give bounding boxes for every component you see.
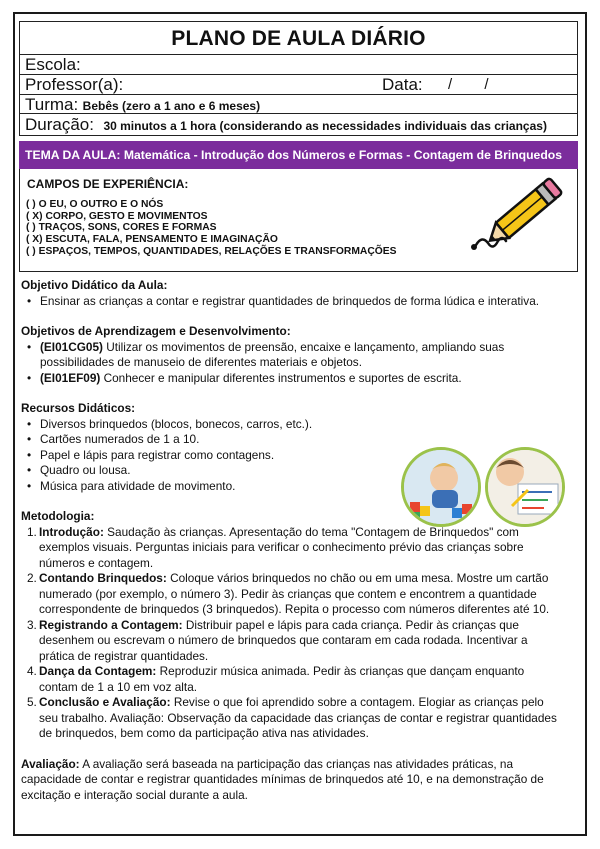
list-item: • Ensinar as crianças a contar e registrar quantidades de brinquedos de forma lúdica e interativa.: [21, 294, 561, 310]
professor-row[interactable]: [20, 75, 577, 95]
recursos-list: [21, 417, 561, 495]
list-item: • Papel e lápis para registrar como contagens.: [21, 448, 561, 464]
step-heading: Introdução:: [39, 524, 104, 539]
step-number: 3.: [27, 617, 37, 632]
list-item: • Diversos brinquedos (blocos, bonecos, carros, etc.).: [21, 417, 561, 433]
campo-item: ( X) ESCUTA, FALA, PENSAMENTO E IMAGINAÇÃO: [26, 234, 278, 246]
objective-code: (EI01EF09): [40, 370, 101, 385]
metodologia-list: [21, 525, 561, 742]
campo-item: ( ) ESPAÇOS, TEMPOS, QUANTIDADES, RELAÇÕES E TRANSFORMAÇÕES: [26, 245, 397, 257]
recursos-title: Recursos Didáticos:: [21, 401, 136, 415]
list-item: [21, 664, 561, 695]
escola-label: Escola:: [25, 55, 81, 74]
step-heading: Registrando a Contagem:: [39, 617, 183, 632]
step-text: Saudação às crianças. Apresentação do tema "Contagem de Brinquedos" com exemplos visuais. Perguntas iniciais para verificar o conhecimento prévio das crianças sobre números e contagem.: [39, 524, 524, 570]
pencil-icon: [468, 175, 563, 257]
professor-label: Professor(a):: [25, 75, 124, 94]
avaliacao-paragraph: [21, 757, 561, 804]
step-number: 4.: [27, 664, 37, 678]
list-item: [21, 340, 561, 371]
step-number: 1.: [27, 524, 37, 539]
duracao-value: 30 minutos a 1 hora (considerando as necessidades individuais das crianças): [103, 119, 547, 133]
campo-item: ( ) TRAÇOS, SONS, CORES E FORMAS: [26, 222, 217, 234]
turma-label: Turma:: [25, 95, 79, 114]
list-item: • Quadro ou lousa.: [21, 463, 561, 479]
list-item: [21, 571, 561, 618]
step-heading: Dança da Contagem:: [39, 664, 157, 678]
campos-title: CAMPOS DE EXPERIÊNCIA:: [27, 177, 189, 191]
objetivo-didatico-list: [21, 294, 561, 310]
step-heading: Contando Brinquedos:: [39, 571, 167, 585]
step-text: Revise o que foi aprendido sobre a contagem. Elogiar as crianças pelo seu trabalho. Avaliação: Observação da capacidade das crianças de contar e registrar quantidades de brinquedos, bem como da participação ativa nas atividades.: [39, 695, 557, 740]
avaliacao-heading: Avaliação:: [21, 756, 80, 771]
turma-value: Bebês (zero a 1 ano e 6 meses): [82, 99, 261, 113]
list-item: [21, 371, 561, 387]
escola-row[interactable]: [20, 55, 577, 75]
duracao-row: [20, 114, 577, 135]
list-item: • Cartões numerados de 1 a 10.: [21, 432, 561, 448]
step-number: 5.: [27, 695, 37, 709]
step-heading: Conclusão e Avaliação:: [39, 695, 171, 709]
objective-text: Utilizar os movimentos de preensão, encaixe e lançamento, ampliando suas possibilidades de manuseio de diferentes materiais e objetos.: [40, 339, 505, 369]
avaliacao-text: A avaliação será baseada na participação das crianças nas atividades práticas, na capacidade de contar e registrar quantidades mínimas de brinquedos até 10, e na demonstração de excitação e interação social durante a aula.: [21, 756, 544, 802]
content-body: [21, 278, 561, 803]
step-number: 2.: [27, 571, 37, 585]
metodologia-title: Metodologia:: [21, 509, 95, 523]
step-text: Coloque vários brinquedos no chão ou em uma mesa. Mostre um cartão numerado (por exemplo, o número 3). Pedir às crianças que contem e encontrem a quantidade correspondente de brinquedos (3 brinquedos). Repita o processo com números diferentes até 10.: [39, 571, 550, 616]
list-item: • Música para atividade de movimento.: [21, 479, 561, 495]
campos-list: [26, 199, 397, 258]
header-box: [19, 21, 578, 136]
objective-text: Conhecer e manipular diferentes instrumentos e suportes de escrita.: [100, 370, 462, 385]
tema-banner: TEMA DA AULA: Matemática - Introdução dos Números e Formas - Contagem de Brinquedos: [19, 141, 578, 169]
objetivos-aprendizagem-title: Objetivos de Aprendizagem e Desenvolvimento:: [21, 324, 291, 338]
objective-code: (EI01CG05): [40, 339, 103, 354]
campo-item: ( ) O EU, O OUTRO E O NÓS: [26, 199, 164, 210]
list-item: [21, 695, 561, 742]
data-label: Data:: [382, 75, 423, 94]
campo-item: ( X) CORPO, GESTO E MOVIMENTOS: [26, 210, 208, 222]
step-text: Distribuir papel e lápis para cada criança. Pedir às crianças que desenhem ou escrevam o número de brinquedos que contaram em cada rodada. Incentivar a prática de registrar quantidades.: [39, 617, 528, 663]
list-item: [21, 525, 561, 572]
objetivos-aprendizagem-list: [21, 340, 561, 387]
step-text: Reproduzir música animada. Pedir às crianças que dançam enquanto contam de 1 a 10 em voz alta.: [39, 664, 525, 694]
objetivo-didatico-title: Objetivo Didático da Aula:: [21, 278, 168, 292]
duracao-label: Duração:: [25, 115, 94, 134]
turma-row: [20, 95, 577, 114]
page-title: PLANO DE AULA DIÁRIO: [20, 22, 577, 55]
data-slashes: / /: [448, 76, 503, 93]
list-item: [21, 618, 561, 665]
